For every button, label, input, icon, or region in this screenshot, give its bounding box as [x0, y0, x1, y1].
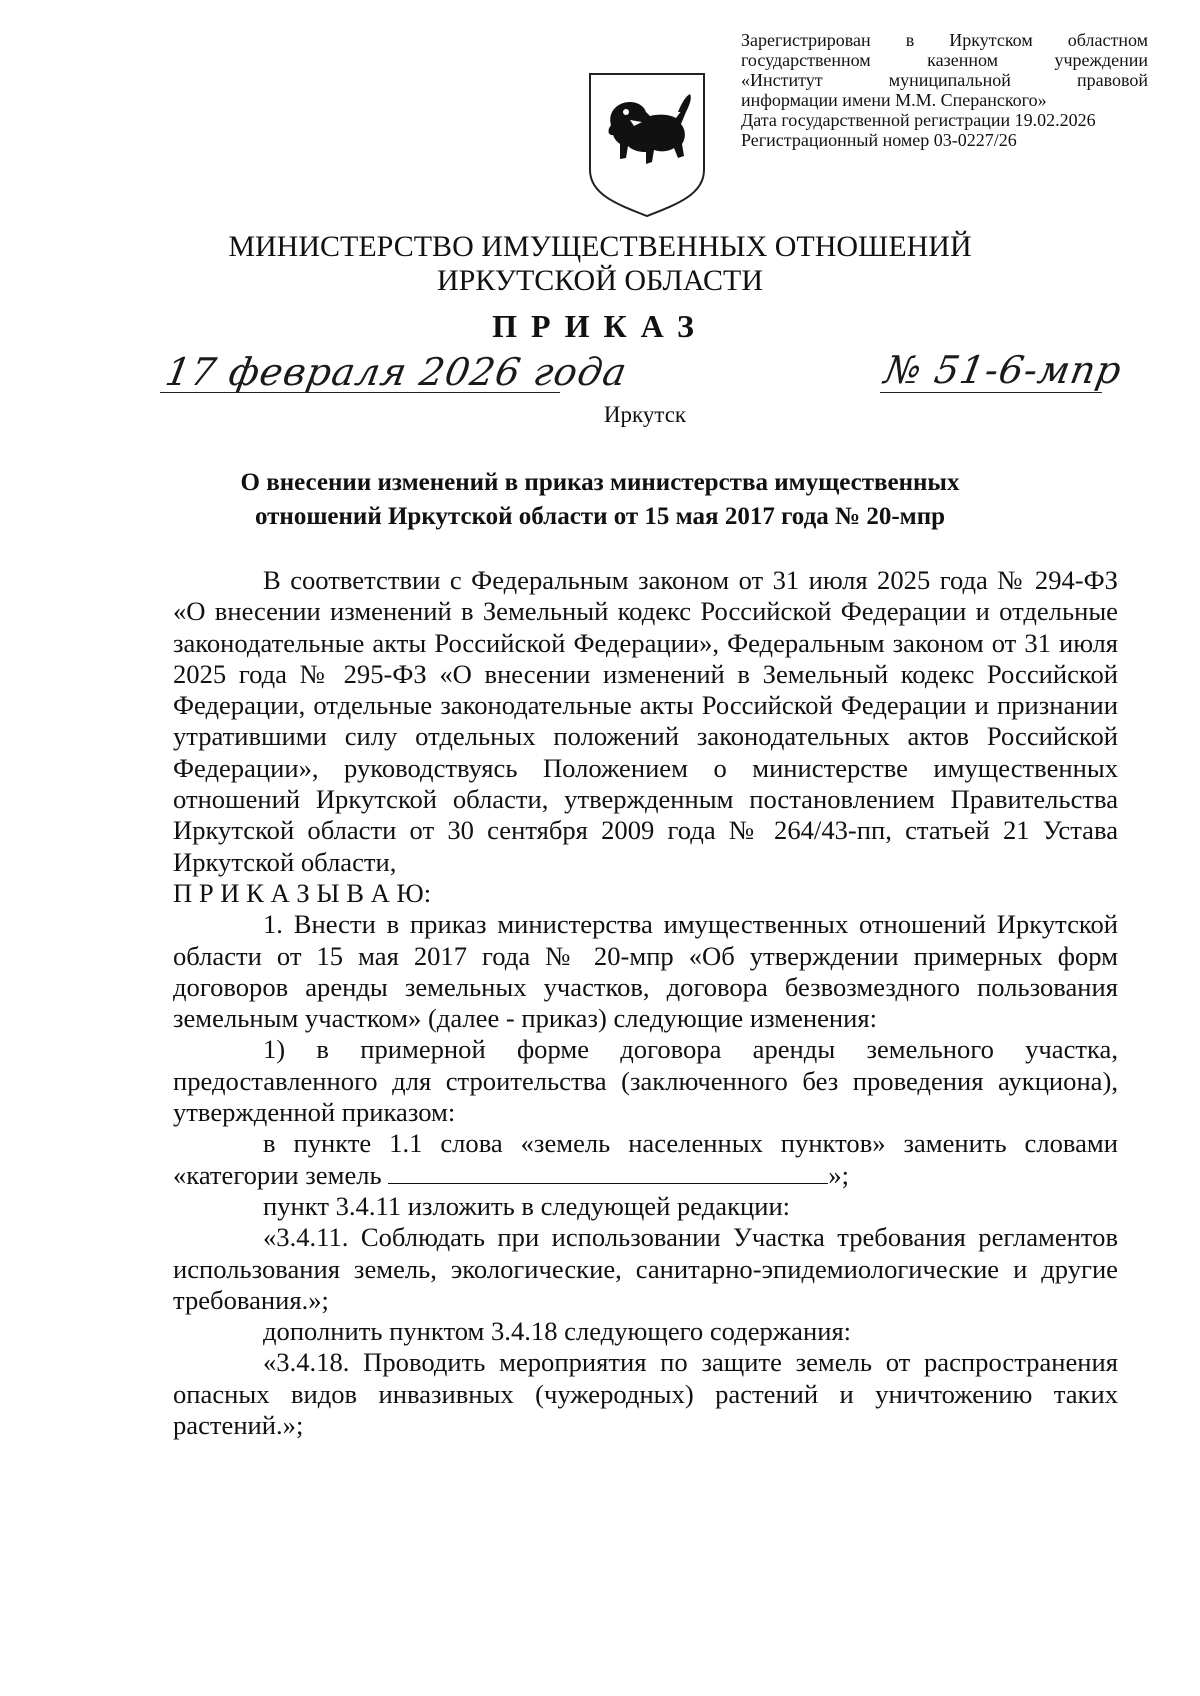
irkutsk-coat-of-arms-icon: [586, 72, 708, 218]
ministry-name-line: ИРКУТСКОЙ ОБЛАСТИ: [436, 264, 764, 297]
ministry-name-line: МИНИСТЕРСТВО ИМУЩЕСТВЕННЫХ ОТНОШЕНИЙ: [228, 230, 972, 263]
date-underline: [160, 392, 560, 393]
registration-word: «Институт: [741, 70, 823, 90]
registration-word: государственном: [741, 50, 871, 70]
change-1-text: в пункте 1.1 слова «земель населенных пунктов» заменить словами «категории земель: [173, 1128, 1118, 1190]
document-type: ПРИКАЗ: [492, 308, 708, 344]
registration-line: [741, 30, 1148, 50]
document-title-line: О внесении изменений в приказ министерства имущественных: [240, 469, 960, 496]
handwritten-number: № 51-6-мпр: [881, 348, 1126, 392]
registration-line: [741, 50, 1148, 70]
document-title-line: отношений Иркутской области от 15 мая 2017 года № 20-мпр: [254, 503, 946, 530]
registration-word: учреждении: [1054, 50, 1149, 70]
handwritten-date: 17 февраля 2026 года: [162, 350, 631, 394]
registration-line: [741, 70, 1148, 90]
item-1-paragraph: 1. Внести в приказ министерства имущественных отношений Иркутской области от 15 мая 2017 года № 20-мпр «Об утверждении примерных форм договоров аренды земельных участков, договора безвозмездного пользования земельным участком» (далее - приказ) следующие изменения:: [173, 909, 1118, 1034]
registration-word: Иркутском: [949, 30, 1033, 50]
city: Иркутск: [603, 402, 687, 427]
registration-word: Зарегистрирован: [741, 30, 871, 50]
preamble-paragraph: В соответствии с Федеральным законом от 31 июля 2025 года № 294-ФЗ «О внесении изменений в Земельный кодекс Российской Федерации и отдельные законодательные акты Российской Федерации», Федеральным законом от 31 июля 2025 года № 295-ФЗ «О внесении изменений в Земельный кодекс Российской Федерации, отдельные законодательные акты Российской Федерации и признании утратившими силу отдельных положений законодательных актов Российской Федерации», руководствуясь Положением о министерстве имущественных отношений Иркутской области, утвержденным постановлением Правительства Иркутской области от 30 сентября 2009 года № 264/43-пп, статьей 21 Устава Иркутской области,: [173, 565, 1118, 877]
registration-date: Дата государственной регистрации 19.02.2026: [741, 110, 1096, 130]
blank-fill-line: [388, 1161, 828, 1184]
registration-word: в: [905, 30, 915, 50]
registration-word: областном: [1067, 30, 1149, 50]
registration-word: правовой: [1076, 70, 1148, 90]
document-title: [0, 466, 1200, 534]
order-word: П Р И К А З Ы В А Ю:: [173, 877, 432, 908]
subitem-1-paragraph: 1) в примерной форме договора аренды земельного участка, предоставленного для строительства (заключенного без проведения аукциона), утвержденной приказом:: [173, 1034, 1118, 1128]
ministry-name: [0, 230, 1200, 298]
change-3-paragraph: дополнить пунктом 3.4.18 следующего содержания:: [263, 1316, 852, 1347]
change-1-end: »;: [828, 1159, 849, 1190]
document-body: [173, 565, 1118, 1441]
registration-stamp: [741, 30, 1148, 150]
registration-line: информации имени М.М. Сперанского»: [741, 90, 1047, 110]
registration-number: Регистрационный номер 03-0227/26: [741, 130, 1017, 150]
change-3-text: «3.4.18. Проводить мероприятия по защите земель от распространения опасных видов инвазивных (чужеродных) растений и уничтожению таких растений.»;: [173, 1347, 1118, 1441]
change-2-paragraph: пункт 3.4.11 изложить в следующей редакции:: [263, 1190, 791, 1221]
registration-word: муниципальной: [888, 70, 1011, 90]
change-1-paragraph: [173, 1128, 1118, 1191]
change-2-text: «3.4.11. Соблюдать при использовании Участка требования регламентов использования земель, экологические, санитарно-эпидемиологические и другие требования.»;: [173, 1222, 1118, 1315]
registration-word: казенном: [927, 50, 999, 70]
number-underline: [880, 392, 1102, 393]
